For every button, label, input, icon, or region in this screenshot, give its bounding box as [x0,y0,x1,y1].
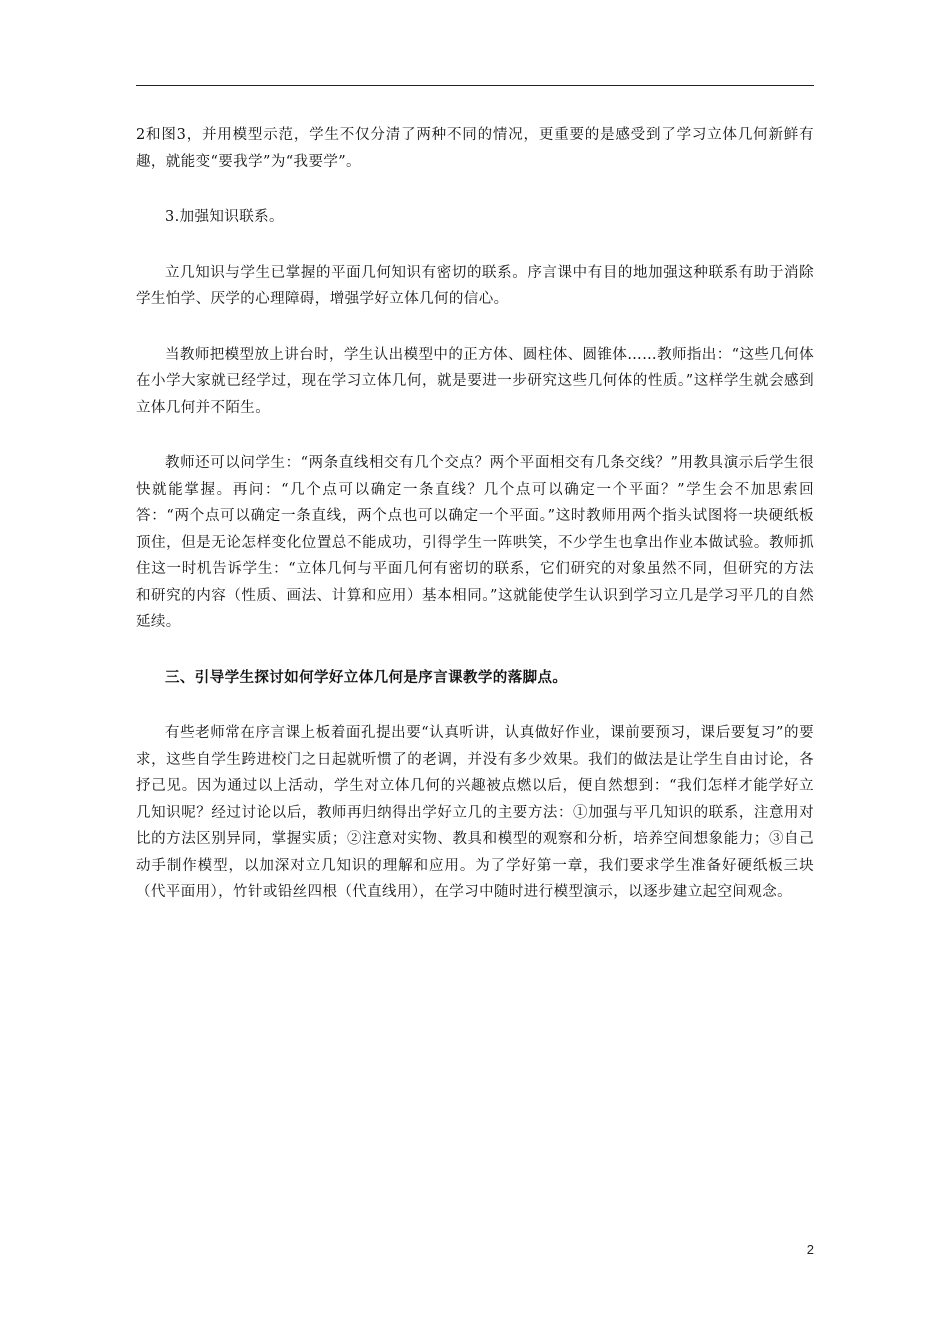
page-number: 2 [806,1242,814,1257]
paragraph-5: 教师还可以问学生：“两条直线相交有几个交点？两个平面相交有几条交线？”用教具演示后学生很快就能掌握。再问：“几个点可以确定一条直线？几个点可以确定一个平面？”学生会不加思索回答：“两个点可以确定一条直线，两个点也可以确定一个平面。”这时教师用两个指头试图将一块硬纸板顶住，但是无论怎样变化位置总不能成功，引得学生一阵哄笑，不少学生也拿出作业本做试验。教师抓住这一时机告诉学生：“立体几何与平面几何有密切的联系，它们研究的对象虽然不同，但研究的方法和研究的内容（性质、画法、计算和应用）基本相同。”这就能使学生认识到学习立几是学习平几的自然延续。 [136,455,814,630]
paragraph-3: 立几知识与学生已掌握的平面几何知识有密切的联系。序言课中有目的地加强这种联系有助于消除学生怕学、厌学的心理障碍，增强学好立体几何的信心。 [136,264,814,307]
section-heading: 三、引导学生探讨如何学好立体几何是序言课教学的落脚点。 [165,669,568,686]
paragraph-2-subheading: 3.加强知识联系。 [165,209,284,225]
paragraph-6: 有些老师常在序言课上板着面孔提出要“认真听讲，认真做好作业，课前要预习，课后要复习”的要求，这些自学生跨进校门之日起就听惯了的老调，并没有多少效果。我们的做法是让学生自由讨论，各抒己见。因为通过以上活动，学生对立体几何的兴趣被点燃以后，便自然想到：“我们怎样才能学好立几知识呢？经过讨论以后，教师再归纳得出学好立几的主要方法：①加强与平几知识的联系，注意用对比的方法区别异同，掌握实质；②注意对实物、教具和模型的观察和分析，培养空间想象能力；③自己动手制作模型，以加深对立几知识的理解和应用。为了学好第一章，我们要求学生准备好硬纸板三块（代平面用），竹针或铅丝四根（代直线用），在学习中随时进行模型演示，以逐步建立起空间观念。 [136,725,814,900]
paragraph-1: 2和图3，并用模型示范，学生不仅分清了两种不同的情况，更重要的是感受到了学习立体几何新鲜有趣，就能变“要我学”为“我要学”。 [136,127,814,170]
paragraph-4: 当教师把模型放上讲台时，学生认出模型中的正方体、圆柱体、圆锥体……教师指出：“这些几何体在小学大家就已经学过，现在学习立体几何，就是要进一步研究这些几何体的性质。”这样学生就会感到立体几何并不陌生。 [136,346,814,416]
document-body [136,122,814,935]
header-rule [136,85,814,86]
